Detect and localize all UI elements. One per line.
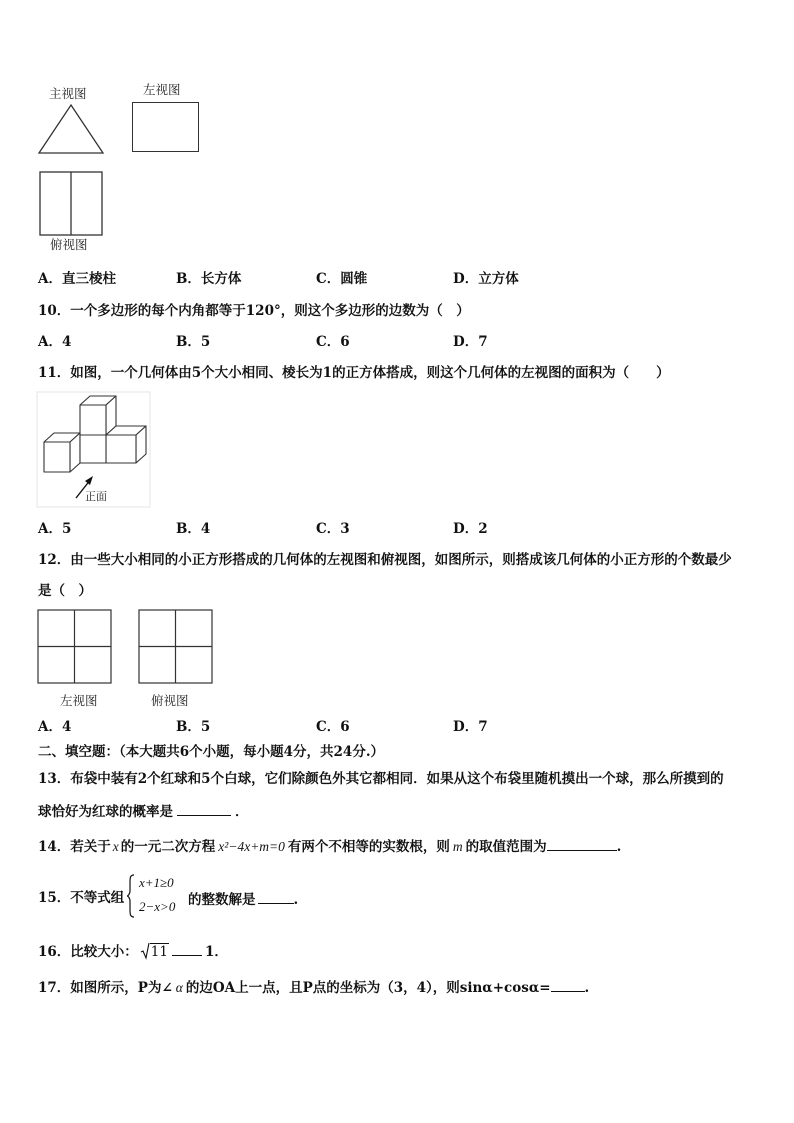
q14-equation: x²−4x+m=0	[218, 839, 285, 854]
q12-option-b[interactable]: B．5	[176, 719, 211, 735]
q14-prefix: 14．若关于	[38, 839, 111, 855]
q11-front-label: 正面	[85, 490, 107, 503]
q15-inequality-2: 2−x>0	[139, 899, 176, 914]
q12-option-d[interactable]: D．7	[453, 719, 488, 735]
q17-answer-blank[interactable]	[551, 977, 585, 992]
q17-line	[38, 977, 589, 997]
q15-end: .	[293, 892, 299, 908]
q11-option-d[interactable]: D．2	[453, 521, 488, 537]
q10-text: 10．一个多边形的每个内角都等于120°，则这个多边形的边数为（ ）	[38, 303, 470, 319]
q12-top-view-grid	[138, 609, 214, 685]
q14-var-m: m	[452, 839, 463, 854]
q14-mid3: 的取值范围为	[465, 839, 547, 855]
q10-option-d[interactable]: D．7	[453, 334, 488, 350]
q16-radicand: 11	[150, 944, 168, 960]
q16-answer-blank[interactable]	[172, 941, 202, 956]
q16-end: 1．	[204, 944, 228, 960]
left-view-rectangle	[132, 102, 199, 152]
front-view-label: 主视图	[49, 86, 87, 101]
q15-suffix: 的整数解是	[188, 892, 256, 908]
q11-option-b[interactable]: B．4	[176, 521, 211, 537]
q10-option-c[interactable]: C．6	[316, 334, 350, 350]
q14-mid1: 的一元二次方程	[120, 839, 216, 855]
q12-left-view-label: 左视图	[60, 693, 98, 708]
q17-alpha: α	[175, 980, 183, 995]
q15-answer-blank[interactable]	[258, 889, 294, 904]
q13-text: 球恰好为红球的概率是	[38, 804, 173, 820]
q12-top-view-label: 俯视图	[151, 693, 189, 708]
section-heading: 二、填空题：（本大题共6个小题，每小题4分，共24分.）	[38, 744, 385, 760]
q13-answer-blank[interactable]	[177, 801, 231, 816]
q12-text-line1: 12．由一些大小相同的小正方形搭成的几何体的左视图和俯视图，如图所示，则搭成该几何体的小正方形的个数最少	[38, 552, 732, 568]
q14-end: .	[616, 839, 622, 855]
q17-prefix: 17．如图所示，P为∠	[38, 980, 173, 996]
q15-prefix: 15．不等式组	[38, 890, 125, 906]
q15-inequality-1: x+1≥0	[139, 875, 174, 890]
q16-sqrt	[140, 942, 169, 961]
q13-end: ．	[235, 804, 249, 820]
q9-option-b[interactable]: B．长方体	[176, 271, 242, 287]
q10-option-a[interactable]: A．4	[38, 334, 72, 350]
q9-option-d[interactable]: D．立方体	[453, 271, 519, 287]
q11-option-a[interactable]: A．5	[38, 521, 72, 537]
front-view-triangle	[36, 102, 106, 156]
q17-rest: 的边OA上一点，且P点的坐标为（3，4），则sinα+cosα=	[185, 980, 551, 996]
q12-text-line2: 是（ ）	[38, 583, 92, 599]
top-view-split-rectangle	[39, 171, 104, 237]
q9-option-c[interactable]: C．圆锥	[316, 271, 368, 287]
q15-system-brace	[126, 873, 136, 919]
q12-option-c[interactable]: C．6	[316, 719, 350, 735]
q14-line	[38, 836, 621, 856]
q17-end: .	[584, 980, 590, 996]
q11-text: 11．如图，一个几何体由5个大小相同、棱长为1的正方体搭成，则这个几何体的左视图的面积为（ ）	[38, 365, 670, 381]
left-view-label: 左视图	[143, 82, 181, 97]
sqrt-sign-icon	[140, 942, 150, 960]
q14-mid2: 有两个不相等的实数根，则	[287, 839, 450, 855]
q13-text-line2	[38, 801, 249, 821]
top-view-label: 俯视图	[50, 237, 88, 252]
q11-option-c[interactable]: C．3	[316, 521, 350, 537]
q12-option-a[interactable]: A．4	[38, 719, 72, 735]
q13-text-line1: 13．布袋中装有2个红球和5个白球，它们除颜色外其它都相同．如果从这个布袋里随机摸出一个球，那么所摸到的	[38, 771, 724, 787]
q10-option-b[interactable]: B．5	[176, 334, 211, 350]
q16-prefix: 16．比较大小：	[38, 944, 138, 960]
q15-suffix-line	[188, 889, 298, 909]
q12-left-view-grid	[37, 609, 113, 685]
q16-line	[38, 941, 228, 961]
q14-var-x: x	[112, 839, 119, 854]
q14-answer-blank[interactable]	[547, 836, 617, 851]
q9-option-a[interactable]: A．直三棱柱	[38, 271, 116, 287]
